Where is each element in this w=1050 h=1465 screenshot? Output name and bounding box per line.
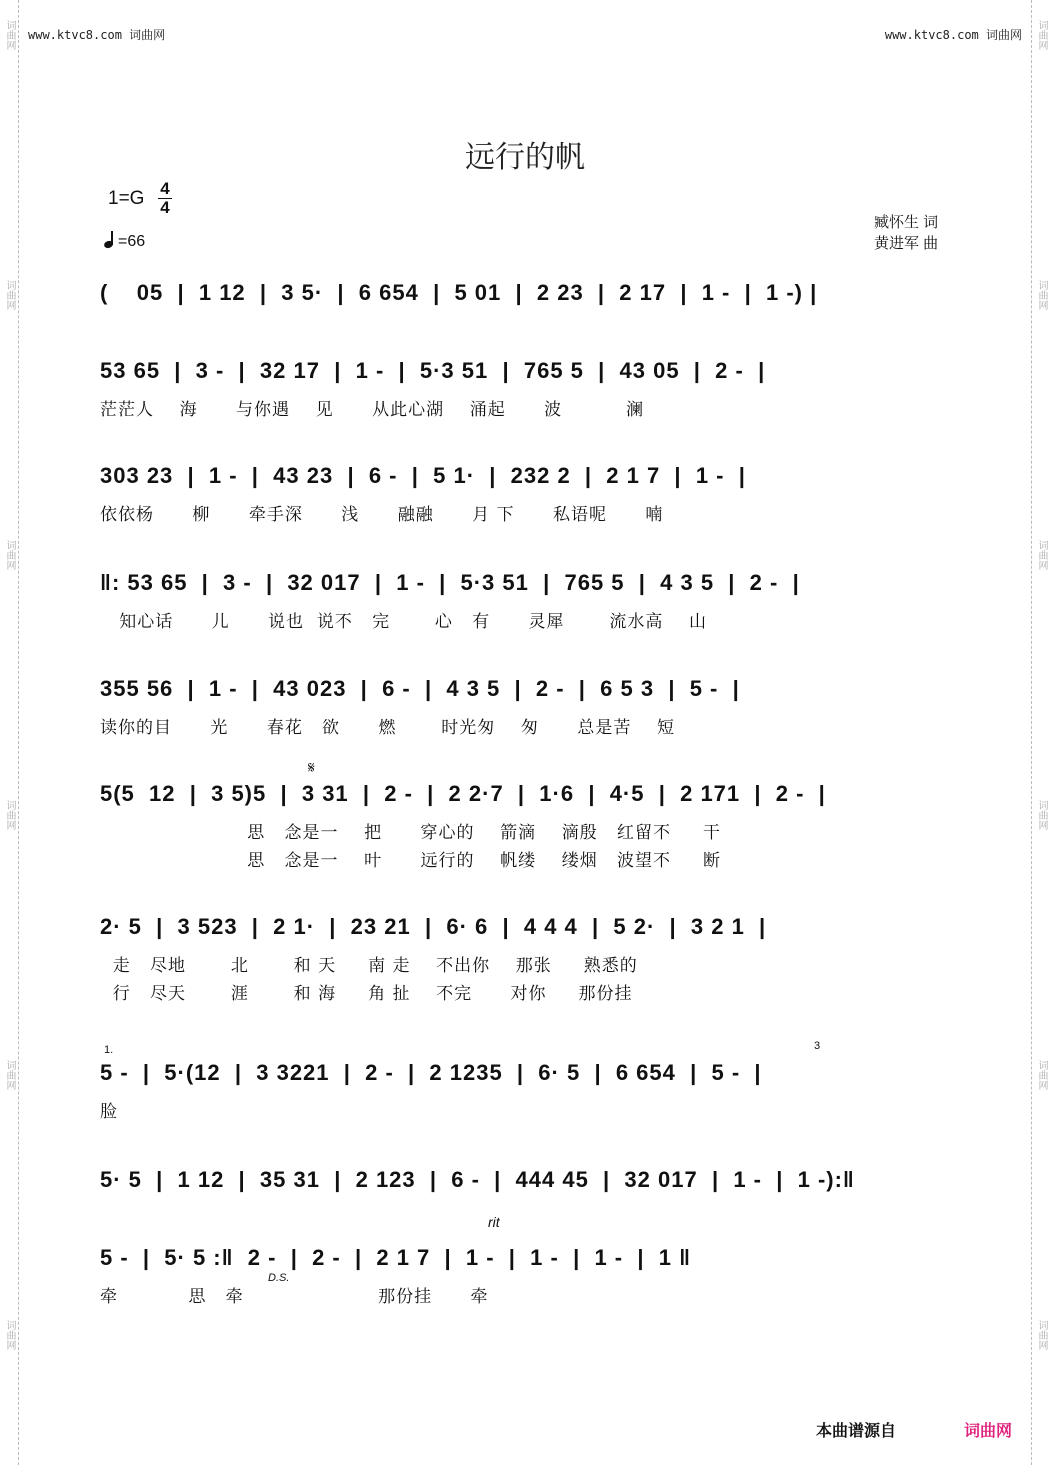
lyrics-line: 思 念是一 叶 远行的 帆缕 缕烟 波望不 断 xyxy=(100,851,721,871)
triplet-mark: 3 xyxy=(814,1040,821,1052)
side-watermark-text: 词曲网 xyxy=(1036,1320,1047,1350)
notation-row: 2· 5 | 3 523 | 2 1· | 23 21 | 6· 6 | 4 4 4 | 5 2· | 3 2 1 | xyxy=(100,914,767,939)
side-watermark-text: 词曲网 xyxy=(1036,800,1047,830)
time-signature xyxy=(158,180,172,217)
side-watermark-text: 词曲网 xyxy=(1036,20,1047,50)
lyrics-line: 行 尽天 涯 和 海 角 扯 不完 对你 那份挂 xyxy=(100,984,633,1004)
notation-row: 303 23 | 1 - | 43 23 | 6 - | 5 1· | 232 2 | 2 1 7 | 1 - | xyxy=(100,463,746,488)
notation-row: 355 56 | 1 - | 43 023 | 6 - | 4 3 5 | 2 - | 6 5 3 | 5 - | xyxy=(100,676,740,701)
right-watermark-strip xyxy=(1031,0,1050,1465)
lyrics-line: 走 尽地 北 和 天 南 走 不出你 那张 熟悉的 xyxy=(100,956,638,976)
side-watermark-text: 词曲网 xyxy=(4,280,15,310)
tempo-value: =66 xyxy=(118,233,146,250)
song-title: 远行的帆 xyxy=(465,141,585,174)
side-watermark-text: 词曲网 xyxy=(4,800,15,830)
lyricist: 臧怀生 词 xyxy=(874,214,939,231)
side-watermark-text: 词曲网 xyxy=(4,1320,15,1350)
notation-row: ‖: 53 65 | 3 - | 32 017 | 1 - | 5·3 51 | 765 5 | 4 3 5 | 2 - | xyxy=(100,570,800,595)
side-watermark-text: 词曲网 xyxy=(4,20,15,50)
lyrics-line: 脸 xyxy=(100,1102,118,1122)
left-watermark-strip xyxy=(0,0,19,1465)
side-watermark-text: 词曲网 xyxy=(4,1060,15,1090)
lyrics-line: 茫茫人 海 与你遇 见 从此心湖 涌起 波 澜 xyxy=(100,400,645,420)
tempo-marking xyxy=(104,232,145,251)
side-watermark-text: 词曲网 xyxy=(4,540,15,570)
side-watermark-text: 词曲网 xyxy=(1036,1060,1047,1090)
segno-icon: 𝄋 xyxy=(308,760,315,777)
quarter-note-icon xyxy=(104,232,116,248)
time-signature-top: 4 xyxy=(160,179,170,198)
key-signature: 1=G xyxy=(108,188,145,209)
ds-mark: D.S. xyxy=(268,1272,290,1284)
side-watermark-text: 词曲网 xyxy=(1036,540,1047,570)
notation-row: 53 65 | 3 - | 32 17 | 1 - | 5·3 51 | 765 5 | 43 05 | 2 - | xyxy=(100,358,766,383)
credits xyxy=(874,212,938,254)
source-site-link[interactable]: 词曲网 xyxy=(964,1423,1013,1440)
lyrics-line: 牵 思 牵 那份挂 牵 xyxy=(100,1287,489,1307)
volta-bracket-label: 1. xyxy=(104,1044,114,1056)
source-label: 本曲谱源自 xyxy=(816,1423,897,1440)
side-watermark-text: 词曲网 xyxy=(1036,280,1047,310)
composer: 黄进军 曲 xyxy=(874,235,939,252)
notation-row: 5 - | 5· 5 :‖ 2 - | 2 - | 2 1 7 | 1 - | 1 - | 1 - | 1 ‖ xyxy=(100,1245,692,1270)
notation-row: 5 - | 5·(12 | 3 3221 | 2 - | 2 1235 | 6· 5 | 6 654 | 5 - | xyxy=(100,1060,762,1085)
lyrics-line: 依依杨 柳 牵手深 浅 融融 月 下 私语呢 喃 xyxy=(100,505,664,525)
lyrics-line: 读你的目 光 春花 欲 燃 时光匆 匆 总是苦 短 xyxy=(100,718,675,738)
rit-mark: rit xyxy=(488,1214,500,1230)
lyrics-line: 思 念是一 把 穿心的 箭滴 滴殷 红留不 干 xyxy=(100,823,721,843)
time-signature-bottom: 4 xyxy=(160,198,170,217)
site-url-left[interactable]: www.ktvc8.com 词曲网 xyxy=(28,28,166,42)
site-url-right[interactable]: www.ktvc8.com 词曲网 xyxy=(884,28,1022,42)
lyrics-line: 知心话 儿 说也 说不 完 心 有 灵犀 流水高 山 xyxy=(100,612,707,632)
notation-row: ( 05 | 1 12 | 3 5· | 6 654 | 5 01 | 2 23 | 2 17 | 1 - | 1 -) | xyxy=(100,280,818,305)
notation-row: 5(5 12 | 3 5)5 | 3 31 | 2 - | 2 2·7 | 1·6 | 4·5 | 2 171 | 2 - | xyxy=(100,781,826,806)
notation-row: 5· 5 | 1 12 | 35 31 | 2 123 | 6 - | 444 45 | 32 017 | 1 - | 1 -):‖ xyxy=(100,1167,855,1192)
